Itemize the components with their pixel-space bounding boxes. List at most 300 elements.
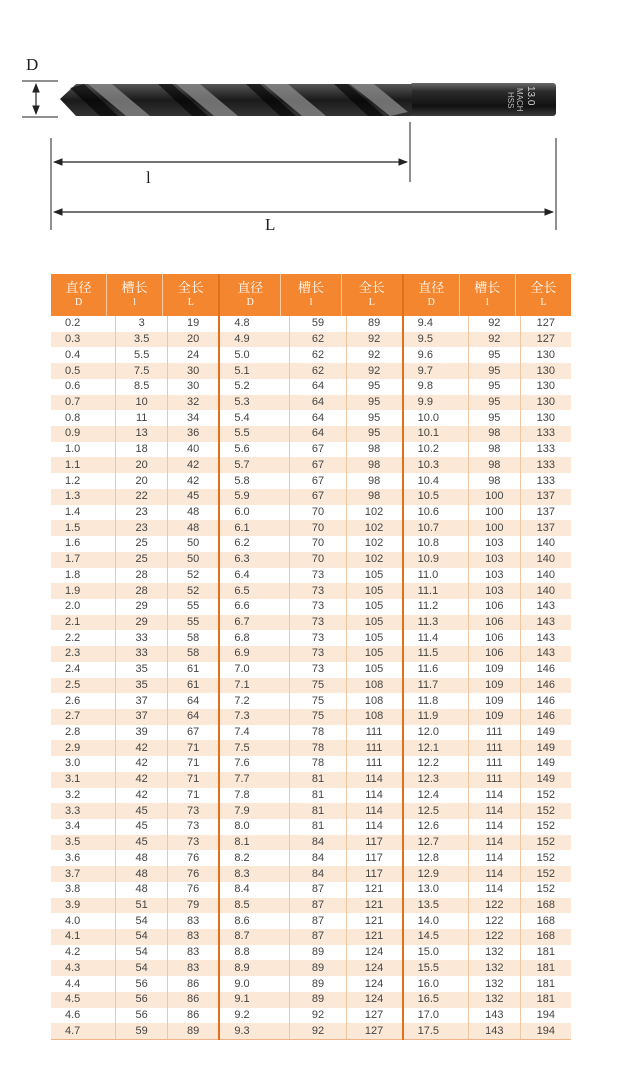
cell-diameter: 13.0 xyxy=(417,883,440,896)
cell-diameter: 2.3 xyxy=(65,647,81,660)
cell-overall-length: 149 xyxy=(520,756,571,772)
cell-overall-length: 76 xyxy=(167,866,218,882)
table-row xyxy=(220,426,401,442)
table-row xyxy=(220,740,401,756)
cell-diameter: 7.6 xyxy=(234,757,250,770)
header-diameter: 直径 D xyxy=(237,281,264,308)
cell-diameter: 7.5 xyxy=(234,741,250,754)
cell-diameter: 3.9 xyxy=(65,898,81,911)
table-row xyxy=(220,630,401,646)
table-row xyxy=(404,662,571,678)
table-row xyxy=(404,552,571,568)
cell-flute-length: 54 xyxy=(115,929,166,945)
cell-overall-length: 55 xyxy=(167,615,218,631)
table-row xyxy=(404,599,571,615)
cell-diameter: 8.0 xyxy=(234,820,250,833)
cell-diameter: 8.5 xyxy=(234,898,250,911)
cell-flute-length: 81 xyxy=(289,772,345,788)
cell-diameter: 7.1 xyxy=(234,678,250,691)
table-row xyxy=(404,1008,571,1024)
table-row xyxy=(220,725,401,741)
cell-diameter: 12.7 xyxy=(417,836,440,849)
cell-flute-length: 109 xyxy=(468,662,519,678)
table-row xyxy=(220,772,401,788)
cell-flute-length: 132 xyxy=(468,976,519,992)
table-row xyxy=(51,850,218,866)
cell-flute-length: 73 xyxy=(289,583,345,599)
cell-overall-length: 95 xyxy=(346,395,402,411)
cell-diameter: 8.2 xyxy=(234,851,250,864)
cell-diameter: 1.6 xyxy=(65,537,81,550)
table-row xyxy=(220,866,401,882)
table-row xyxy=(51,929,218,945)
cell-flute-length: 98 xyxy=(468,442,519,458)
cell-overall-length: 121 xyxy=(346,929,402,945)
cell-overall-length: 58 xyxy=(167,646,218,662)
cell-overall-length: 50 xyxy=(167,536,218,552)
cell-overall-length: 137 xyxy=(520,505,571,521)
shank-marking-brand: MACH xyxy=(515,88,524,112)
table-row xyxy=(51,1008,218,1024)
table-row xyxy=(51,426,218,442)
cell-overall-length: 73 xyxy=(167,835,218,851)
cell-overall-length: 50 xyxy=(167,552,218,568)
cell-flute-length: 89 xyxy=(289,992,345,1008)
header-flute-length: 槽长 l xyxy=(459,274,515,316)
table-row xyxy=(220,960,401,976)
cell-diameter: 11.8 xyxy=(417,694,439,707)
cell-flute-length: 54 xyxy=(115,960,166,976)
cell-overall-length: 114 xyxy=(346,788,402,804)
cell-diameter: 0.3 xyxy=(65,333,81,346)
cell-diameter: 3.5 xyxy=(65,836,81,849)
cell-overall-length: 105 xyxy=(346,583,402,599)
cell-diameter: 4.5 xyxy=(65,993,81,1006)
cell-flute-length: 103 xyxy=(468,568,519,584)
cell-overall-length: 127 xyxy=(520,332,571,348)
cell-flute-length: 81 xyxy=(289,819,345,835)
cell-overall-length: 152 xyxy=(520,882,571,898)
table-row xyxy=(404,693,571,709)
cell-diameter: 4.4 xyxy=(65,977,81,990)
cell-flute-length: 73 xyxy=(289,646,345,662)
cell-diameter: 11.0 xyxy=(417,568,439,581)
cell-overall-length: 71 xyxy=(167,788,218,804)
cell-overall-length: 105 xyxy=(346,630,402,646)
table-row xyxy=(51,835,218,851)
cell-flute-length: 56 xyxy=(115,1008,166,1024)
table-body xyxy=(51,316,218,1040)
table-body xyxy=(220,316,401,1040)
table-row xyxy=(220,363,401,379)
table-row xyxy=(404,583,571,599)
cell-diameter: 10.1 xyxy=(417,427,440,440)
table-row xyxy=(220,583,401,599)
table-row xyxy=(220,976,401,992)
table-row xyxy=(404,788,571,804)
table-row xyxy=(404,568,571,584)
cell-diameter: 1.0 xyxy=(65,443,81,456)
cell-diameter: 4.0 xyxy=(65,914,81,927)
table-row xyxy=(51,693,218,709)
cell-diameter: 16.5 xyxy=(417,993,440,1006)
cell-overall-length: 76 xyxy=(167,882,218,898)
cell-diameter: 2.8 xyxy=(65,726,81,739)
cell-diameter: 11.3 xyxy=(417,616,439,629)
cell-flute-length: 106 xyxy=(468,646,519,662)
cell-diameter: 11.9 xyxy=(417,710,439,723)
table-row xyxy=(220,568,401,584)
cell-overall-length: 168 xyxy=(520,913,571,929)
cell-diameter: 4.2 xyxy=(65,946,81,959)
cell-overall-length: 133 xyxy=(520,473,571,489)
cell-flute-length: 20 xyxy=(115,457,166,473)
table-row xyxy=(404,332,571,348)
table-row xyxy=(220,662,401,678)
cell-diameter: 5.7 xyxy=(234,458,250,471)
cell-diameter: 9.6 xyxy=(417,348,433,361)
cell-overall-length: 61 xyxy=(167,678,218,694)
cell-flute-length: 42 xyxy=(115,772,166,788)
table-row xyxy=(51,630,218,646)
cell-diameter: 9.7 xyxy=(417,364,433,377)
cell-overall-length: 143 xyxy=(520,615,571,631)
cell-flute-length: 8.5 xyxy=(115,379,166,395)
table-row xyxy=(51,960,218,976)
cell-diameter: 12.1 xyxy=(417,741,440,754)
cell-diameter: 11.7 xyxy=(417,678,439,691)
table-row xyxy=(51,615,218,631)
cell-diameter: 3.2 xyxy=(65,788,81,801)
table-row xyxy=(220,756,401,772)
cell-flute-length: 87 xyxy=(289,898,345,914)
cell-overall-length: 102 xyxy=(346,536,402,552)
cell-flute-length: 87 xyxy=(289,882,345,898)
cell-diameter: 11.6 xyxy=(417,663,439,676)
cell-flute-length: 114 xyxy=(468,850,519,866)
cell-diameter: 2.6 xyxy=(65,694,81,707)
table-row xyxy=(220,898,401,914)
cell-flute-length: 111 xyxy=(468,725,519,741)
table-row xyxy=(51,756,218,772)
cell-overall-length: 83 xyxy=(167,929,218,945)
cell-diameter: 11.4 xyxy=(417,631,439,644)
cell-flute-length: 22 xyxy=(115,489,166,505)
cell-diameter: 9.5 xyxy=(417,333,433,346)
cell-overall-length: 32 xyxy=(167,395,218,411)
table-row xyxy=(220,410,401,426)
table-row xyxy=(404,630,571,646)
cell-flute-length: 42 xyxy=(115,740,166,756)
cell-flute-length: 33 xyxy=(115,646,166,662)
cell-overall-length: 30 xyxy=(167,379,218,395)
table-row xyxy=(220,552,401,568)
cell-flute-length: 109 xyxy=(468,709,519,725)
table-row xyxy=(51,772,218,788)
drill-bit-image xyxy=(60,83,556,116)
cell-flute-length: 37 xyxy=(115,693,166,709)
table-row xyxy=(404,772,571,788)
cell-flute-length: 73 xyxy=(289,662,345,678)
cell-overall-length: 152 xyxy=(520,819,571,835)
cell-overall-length: 152 xyxy=(520,835,571,851)
cell-flute-length: 25 xyxy=(115,536,166,552)
cell-flute-length: 62 xyxy=(289,363,345,379)
cell-flute-length: 48 xyxy=(115,866,166,882)
table-row xyxy=(51,568,218,584)
cell-flute-length: 35 xyxy=(115,678,166,694)
cell-overall-length: 19 xyxy=(167,316,218,332)
cell-overall-length: 58 xyxy=(167,630,218,646)
cell-overall-length: 140 xyxy=(520,583,571,599)
cell-flute-length: 106 xyxy=(468,599,519,615)
cell-diameter: 2.4 xyxy=(65,663,81,676)
cell-diameter: 1.9 xyxy=(65,584,81,597)
cell-diameter: 6.5 xyxy=(234,584,250,597)
table-row xyxy=(220,693,401,709)
table-row xyxy=(404,520,571,536)
cell-overall-length: 92 xyxy=(346,363,402,379)
table-row xyxy=(220,945,401,961)
table-row xyxy=(220,599,401,615)
cell-overall-length: 181 xyxy=(520,945,571,961)
cell-diameter: 7.3 xyxy=(234,710,250,723)
cell-overall-length: 130 xyxy=(520,379,571,395)
cell-diameter: 6.0 xyxy=(234,505,250,518)
cell-overall-length: 95 xyxy=(346,426,402,442)
cell-diameter: 3.8 xyxy=(65,883,81,896)
table-row xyxy=(51,819,218,835)
cell-overall-length: 114 xyxy=(346,819,402,835)
cell-diameter: 2.1 xyxy=(65,616,81,629)
cell-diameter: 5.8 xyxy=(234,474,250,487)
cell-diameter: 8.3 xyxy=(234,867,250,880)
cell-diameter: 9.1 xyxy=(234,993,250,1006)
table-row xyxy=(220,882,401,898)
cell-flute-length: 109 xyxy=(468,678,519,694)
cell-overall-length: 121 xyxy=(346,898,402,914)
table-row xyxy=(404,442,571,458)
cell-overall-length: 149 xyxy=(520,772,571,788)
cell-overall-length: 105 xyxy=(346,662,402,678)
cell-flute-length: 84 xyxy=(289,835,345,851)
cell-diameter: 10.7 xyxy=(417,521,440,534)
cell-flute-length: 103 xyxy=(468,583,519,599)
cell-flute-length: 28 xyxy=(115,583,166,599)
header-flute-length: 槽长 l xyxy=(280,274,341,316)
cell-diameter: 12.6 xyxy=(417,820,440,833)
cell-diameter: 8.8 xyxy=(234,946,250,959)
cell-flute-length: 64 xyxy=(289,426,345,442)
cell-flute-length: 64 xyxy=(289,410,345,426)
cell-diameter: 12.3 xyxy=(417,773,440,786)
cell-flute-length: 100 xyxy=(468,489,519,505)
cell-flute-length: 67 xyxy=(289,473,345,489)
header-overall-length: 全长 L xyxy=(515,274,571,316)
cell-flute-length: 33 xyxy=(115,630,166,646)
cell-flute-length: 98 xyxy=(468,426,519,442)
table-row xyxy=(404,898,571,914)
cell-overall-length: 102 xyxy=(346,520,402,536)
cell-diameter: 4.6 xyxy=(65,1008,81,1021)
cell-diameter: 16.0 xyxy=(417,977,440,990)
cell-overall-length: 130 xyxy=(520,395,571,411)
table-row xyxy=(51,457,218,473)
cell-diameter: 5.2 xyxy=(234,380,250,393)
table-row xyxy=(51,976,218,992)
table-row xyxy=(51,583,218,599)
cell-overall-length: 152 xyxy=(520,850,571,866)
cell-diameter: 1.3 xyxy=(65,490,81,503)
table-row xyxy=(220,803,401,819)
cell-overall-length: 95 xyxy=(346,410,402,426)
cell-overall-length: 98 xyxy=(346,473,402,489)
cell-diameter: 12.9 xyxy=(417,867,440,880)
cell-flute-length: 87 xyxy=(289,929,345,945)
cell-flute-length: 111 xyxy=(468,772,519,788)
table-row xyxy=(220,379,401,395)
cell-overall-length: 42 xyxy=(167,457,218,473)
cell-overall-length: 152 xyxy=(520,788,571,804)
cell-diameter: 10.5 xyxy=(417,490,440,503)
cell-overall-length: 105 xyxy=(346,646,402,662)
table-row xyxy=(220,835,401,851)
table-row xyxy=(51,536,218,552)
cell-diameter: 10.6 xyxy=(417,505,440,518)
cell-diameter: 10.8 xyxy=(417,537,440,550)
cell-diameter: 7.2 xyxy=(234,694,250,707)
table-row xyxy=(51,442,218,458)
cell-diameter: 6.2 xyxy=(234,537,250,550)
cell-overall-length: 45 xyxy=(167,489,218,505)
cell-flute-length: 70 xyxy=(289,520,345,536)
table-row xyxy=(51,945,218,961)
table-body xyxy=(404,316,571,1040)
table-row xyxy=(404,1023,571,1040)
cell-overall-length: 89 xyxy=(346,316,402,332)
cell-flute-length: 106 xyxy=(468,630,519,646)
cell-diameter: 6.6 xyxy=(234,600,250,613)
cell-flute-length: 70 xyxy=(289,536,345,552)
cell-flute-length: 92 xyxy=(289,1023,345,1039)
cell-diameter: 8.4 xyxy=(234,883,250,896)
cell-diameter: 17.0 xyxy=(417,1008,440,1021)
cell-overall-length: 194 xyxy=(520,1023,571,1039)
cell-diameter: 14.5 xyxy=(417,930,440,943)
cell-flute-length: 132 xyxy=(468,945,519,961)
cell-flute-length: 114 xyxy=(468,803,519,819)
cell-overall-length: 105 xyxy=(346,568,402,584)
cell-overall-length: 36 xyxy=(167,426,218,442)
cell-diameter: 3.1 xyxy=(65,773,81,786)
cell-flute-length: 73 xyxy=(289,615,345,631)
cell-overall-length: 71 xyxy=(167,772,218,788)
cell-flute-length: 59 xyxy=(289,316,345,332)
table-row xyxy=(404,850,571,866)
cell-overall-length: 133 xyxy=(520,457,571,473)
cell-flute-length: 62 xyxy=(289,347,345,363)
table-row xyxy=(220,913,401,929)
cell-flute-length: 67 xyxy=(289,457,345,473)
cell-overall-length: 111 xyxy=(346,740,402,756)
cell-diameter: 10.3 xyxy=(417,458,440,471)
table-row xyxy=(220,489,401,505)
cell-overall-length: 20 xyxy=(167,332,218,348)
cell-flute-length: 42 xyxy=(115,756,166,772)
table-row xyxy=(404,709,571,725)
table-row xyxy=(51,347,218,363)
header-flute-length: 槽长 l xyxy=(106,274,162,316)
cell-overall-length: 121 xyxy=(346,913,402,929)
cell-overall-length: 24 xyxy=(167,347,218,363)
shank-marking-size: 13.0 xyxy=(525,86,536,106)
table-header xyxy=(220,274,401,316)
cell-diameter: 2.0 xyxy=(65,600,81,613)
table-row xyxy=(220,678,401,694)
cell-overall-length: 127 xyxy=(346,1008,402,1024)
cell-diameter: 17.5 xyxy=(417,1024,440,1037)
cell-diameter: 9.3 xyxy=(234,1024,250,1037)
header-overall-length: 全长 L xyxy=(162,274,218,316)
cell-overall-length: 73 xyxy=(167,803,218,819)
cell-flute-length: 23 xyxy=(115,520,166,536)
table-row xyxy=(51,316,218,332)
cell-diameter: 7.0 xyxy=(234,663,250,676)
cell-flute-length: 62 xyxy=(289,332,345,348)
cell-diameter: 2.5 xyxy=(65,678,81,691)
cell-flute-length: 37 xyxy=(115,709,166,725)
cell-flute-length: 35 xyxy=(115,662,166,678)
cell-diameter: 3.7 xyxy=(65,867,81,880)
cell-diameter: 6.7 xyxy=(234,616,250,629)
table-row xyxy=(220,1008,401,1024)
cell-diameter: 0.5 xyxy=(65,364,81,377)
cell-diameter: 11.5 xyxy=(417,647,439,660)
cell-overall-length: 140 xyxy=(520,536,571,552)
cell-overall-length: 130 xyxy=(520,347,571,363)
cell-overall-length: 111 xyxy=(346,725,402,741)
cell-flute-length: 143 xyxy=(468,1023,519,1039)
table-row xyxy=(51,473,218,489)
cell-flute-length: 92 xyxy=(289,1008,345,1024)
cell-diameter: 5.6 xyxy=(234,443,250,456)
header-diameter: 直径 D xyxy=(418,281,445,308)
cell-overall-length: 105 xyxy=(346,615,402,631)
cell-flute-length: 78 xyxy=(289,725,345,741)
cell-overall-length: 83 xyxy=(167,945,218,961)
cell-diameter: 5.0 xyxy=(234,348,250,361)
table-row xyxy=(220,788,401,804)
cell-overall-length: 181 xyxy=(520,976,571,992)
cell-overall-length: 143 xyxy=(520,599,571,615)
cell-overall-length: 121 xyxy=(346,882,402,898)
table-row xyxy=(51,788,218,804)
cell-overall-length: 117 xyxy=(346,835,402,851)
cell-diameter: 0.4 xyxy=(65,348,81,361)
table-row xyxy=(51,709,218,725)
cell-overall-length: 55 xyxy=(167,599,218,615)
cell-overall-length: 98 xyxy=(346,457,402,473)
cell-flute-length: 3 xyxy=(115,316,166,332)
cell-flute-length: 81 xyxy=(289,788,345,804)
cell-overall-length: 133 xyxy=(520,442,571,458)
cell-overall-length: 111 xyxy=(346,756,402,772)
table-row xyxy=(51,395,218,411)
cell-flute-length: 67 xyxy=(289,442,345,458)
cell-overall-length: 92 xyxy=(346,347,402,363)
cell-diameter: 7.4 xyxy=(234,726,250,739)
cell-overall-length: 64 xyxy=(167,693,218,709)
